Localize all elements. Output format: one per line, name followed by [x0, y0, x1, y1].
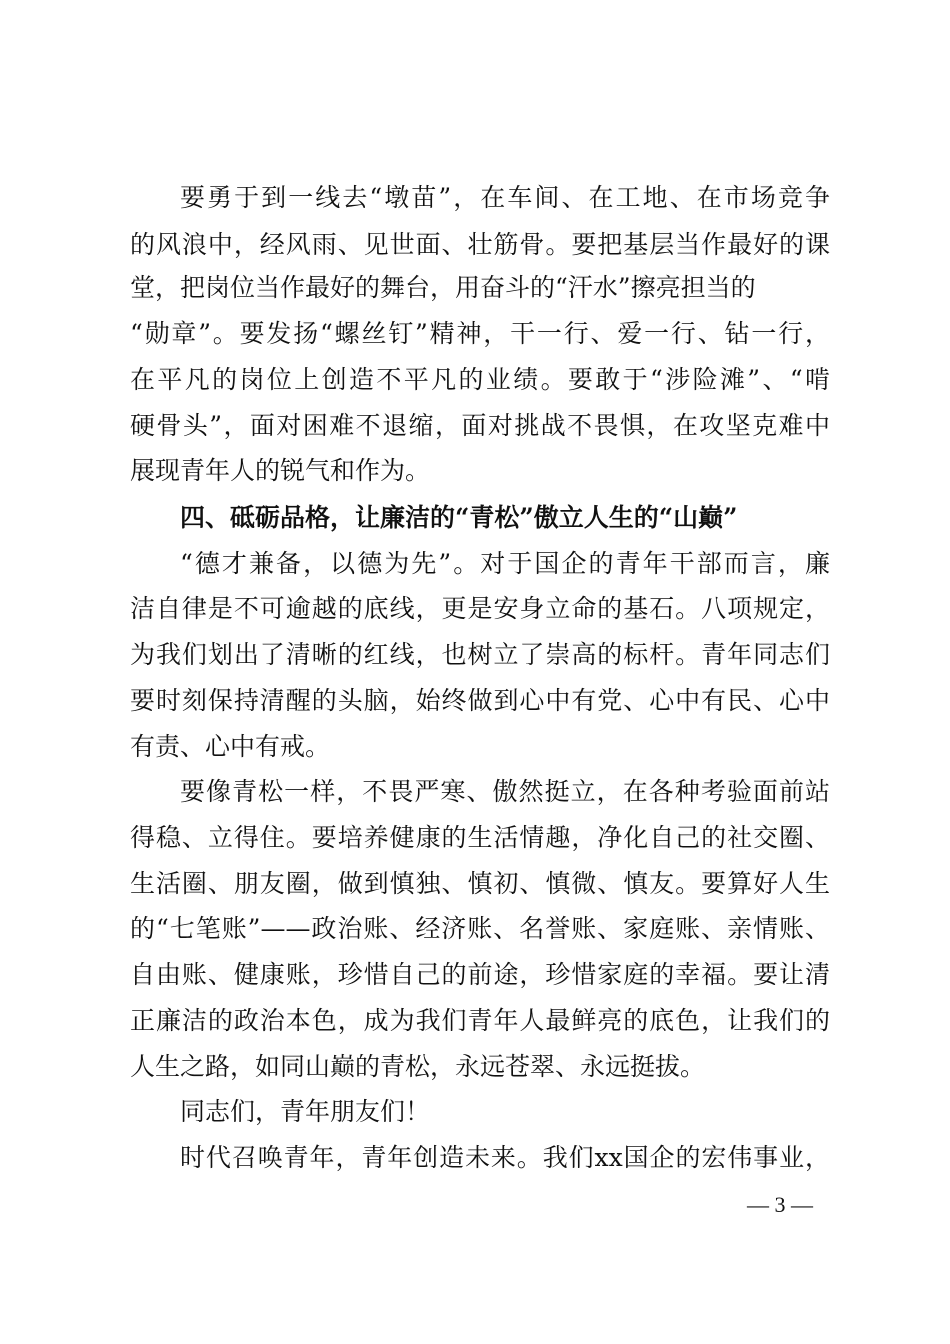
page-number: — 3 — [747, 1192, 813, 1217]
section-heading-4: 四、砥砺品格，让廉洁的“青松”傲立人生的“山巅” [180, 503, 738, 532]
paragraph-3-line-1: 要像青松一样，不畏严寒、傲然挺立，在各种考验面前站 [180, 777, 830, 806]
paragraph-3-line-5: 自由账、健康账，珍惜自己的前途，珍惜家庭的幸福。要让清 [130, 960, 830, 989]
paragraph-1-line-3: 堂，把岗位当作最好的舞台，用奋斗的“汗水”擦亮担当的 [130, 273, 756, 302]
paragraph-1-line-4: “勋章”。要发扬“螺丝钉”精神，干一行、爱一行、钻一行， [130, 319, 830, 348]
paragraph-3-line-3: 生活圈、朋友圈，做到慎独、慎初、慎微、慎友。要算好人生 [130, 869, 830, 898]
paragraph-3-line-7: 人生之路，如同山巅的青松，永远苍翠、永远挺拔。 [130, 1052, 706, 1081]
paragraph-3-line-2: 得稳、立得住。要培养健康的生活情趣，净化自己的社交圈、 [130, 823, 830, 852]
paragraph-1-line-6: 硬骨头”，面对困难不退缩，面对挑战不畏惧，在攻坚克难中 [130, 411, 830, 440]
paragraph-2-line-2: 洁自律是不可逾越的底线，更是安身立命的基石。八项规定， [130, 594, 830, 623]
paragraph-3-line-6: 正廉洁的政治本色，成为我们青年人最鲜亮的底色，让我们的 [130, 1006, 830, 1035]
paragraph-1-line-1: 要勇于到一线去“墩苗”，在车间、在工地、在市场竞争 [180, 183, 830, 212]
paragraph-2-line-5: 有责、心中有戒。 [130, 732, 331, 761]
paragraph-1-line-2: 的风浪中，经风雨、见世面、壮筋骨。要把基层当作最好的课 [130, 230, 830, 259]
paragraph-2-line-4: 要时刻保持清醒的头脑，始终做到心中有党、心中有民、心中 [130, 686, 830, 715]
paragraph-1-line-7: 展现青年人的锐气和作为。 [130, 456, 431, 485]
salutation: 同志们，青年朋友们！ [180, 1097, 431, 1126]
paragraph-2-line-3: 为我们划出了清晰的红线，也树立了崇高的标杆。青年同志们 [130, 640, 830, 669]
paragraph-3-line-4: 的“七笔账”——政治账、经济账、名誉账、家庭账、亲情账、 [130, 914, 830, 943]
paragraph-5-line-1: 时代召唤青年，青年创造未来。我们xx国企的宏伟事业， [180, 1143, 830, 1172]
paragraph-2-line-1: “德才兼备，以德为先”。对于国企的青年干部而言，廉 [180, 549, 830, 578]
paragraph-1-line-5: 在平凡的岗位上创造不平凡的业绩。要敢于“涉险滩”、“啃 [130, 365, 830, 394]
